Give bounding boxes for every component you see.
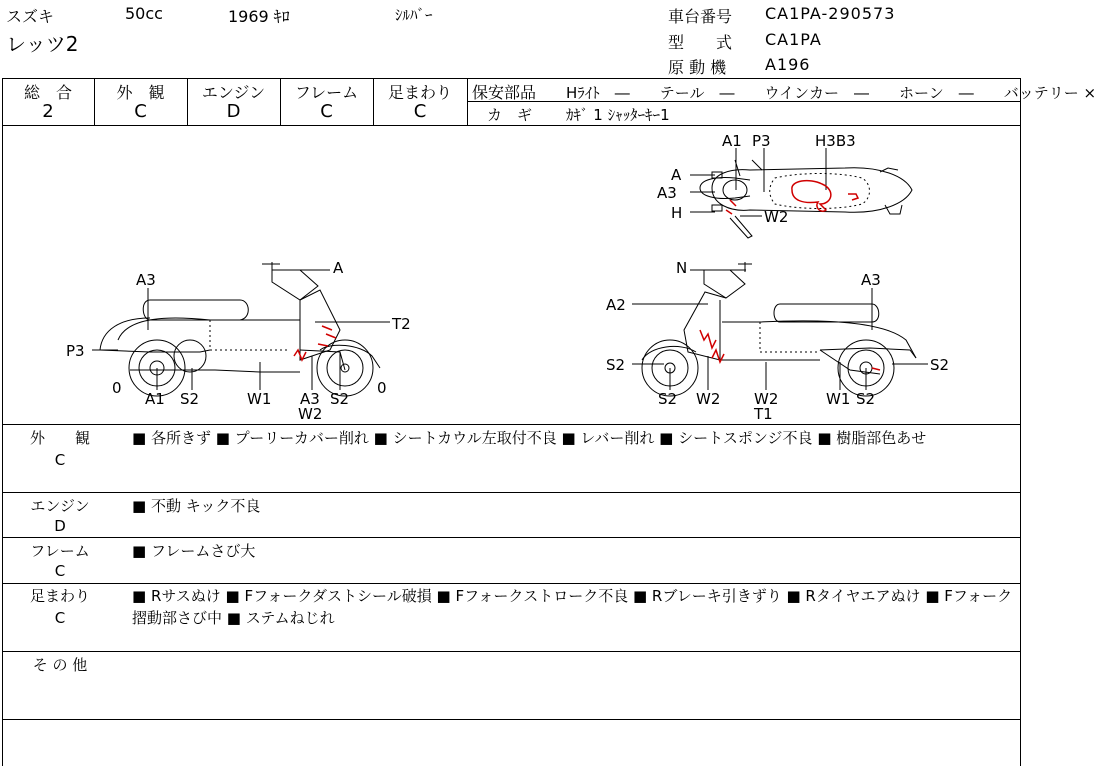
maker-name: スズキ [6, 7, 55, 26]
divider [2, 583, 1021, 584]
diagram-labels [66, 132, 949, 423]
engine-grade: D [226, 101, 241, 122]
label: W2 [696, 390, 721, 408]
label: S2 [856, 390, 876, 408]
overall-label: 総 合 [23, 83, 72, 102]
divider [2, 537, 1021, 538]
label: A1 [722, 132, 742, 150]
label: T2 [392, 315, 411, 333]
model-type-label: 型 式 [668, 33, 733, 52]
label: P3 [66, 342, 85, 360]
displacement: 50cc [125, 4, 163, 23]
frame-number: CA1PA-290573 [765, 4, 896, 23]
label: W2 [754, 390, 779, 408]
engine-notes-text: ■ 不動 キック不良 [132, 497, 261, 515]
engine-notes-label: エンジン [30, 497, 90, 515]
damage-marks [294, 181, 880, 370]
divider [2, 492, 1021, 493]
other-notes-label: そ の 他 [32, 656, 88, 674]
exterior-grade: C [134, 101, 147, 122]
label: A3 [136, 271, 156, 289]
suspension-notes-label: 足まわり [29, 587, 90, 605]
suspension-notes-text: ■ Rサスぬけ ■ Fフォークダストシール破損 ■ Fフォークストローク不良 ■ Rブレーキ引きずり ■ Rタイヤエアぬけ ■ Fフォーク摺動部さび中 ■ ステムねじれ [132, 587, 1013, 627]
divider [2, 651, 1021, 652]
top-view-scooter [700, 160, 912, 238]
label: W1 [247, 390, 272, 408]
label: A3 [657, 184, 677, 202]
label: N [676, 259, 688, 277]
label: A [671, 166, 682, 184]
key-label: カ ギ [487, 106, 533, 124]
frame-number-label: 車台番号 [668, 7, 733, 26]
label: P3 [752, 132, 771, 150]
label: A3 [861, 271, 881, 289]
divider [2, 78, 1021, 79]
label: S2 [180, 390, 200, 408]
divider [2, 424, 1021, 425]
exterior-notes-grade: C [54, 451, 66, 469]
engine-label: エンジン [201, 83, 266, 102]
label: 0 [377, 379, 387, 397]
safety-parts-label: 保安部品 [472, 83, 537, 102]
suspension-grade: C [413, 101, 427, 122]
frame-notes-label: フレーム [30, 542, 90, 560]
model-type: CA1PA [765, 30, 822, 49]
suspension-label: 足まわり [387, 83, 452, 102]
exterior-label: 外 観 [116, 83, 165, 102]
body-color: ｼﾙﾊﾞｰ [395, 6, 433, 24]
leader-lines [92, 148, 928, 390]
label: A3 [300, 390, 320, 408]
label: S2 [606, 356, 626, 374]
label: H [671, 204, 683, 222]
suspension-notes-grade: C [54, 609, 66, 627]
divider [2, 719, 1021, 720]
label: T1 [754, 405, 773, 423]
label: A1 [145, 390, 165, 408]
label: S2 [930, 356, 950, 374]
label: W2 [764, 208, 789, 226]
label: S2 [330, 390, 350, 408]
mileage: 1969 ｷﾛ [228, 7, 290, 26]
label: 0 [112, 379, 122, 397]
engine-model-label: 原 動 機 [668, 58, 727, 77]
frame-grade: C [320, 101, 333, 122]
label: A [333, 259, 344, 277]
exterior-notes-text: ■ 各所きず ■ プーリーカバー削れ ■ シートカウル左取付不良 ■ レバー削れ ■ シートスポンジ不良 ■ 樹脂部色あせ [132, 429, 927, 447]
key-value: ｶｷﾞ 1 ｼｬｯﾀｰｷｰ1 [566, 106, 670, 124]
exterior-notes-label: 外 観 [29, 429, 90, 447]
engine-notes-grade: D [54, 517, 66, 535]
safety-parts-items: Hﾗｲﾄ ― テール ― ウインカー ― ホーン ― バッテリー × [566, 84, 1096, 102]
frame-notes-grade: C [54, 562, 66, 580]
label: W1 [826, 390, 851, 408]
label: W2 [298, 405, 323, 423]
frame-label: フレーム [294, 83, 359, 102]
frame-notes-text: ■ フレームさび大 [132, 542, 256, 560]
divider [467, 78, 468, 125]
overall-grade: 2 [42, 101, 54, 122]
label: A2 [606, 296, 626, 314]
model-name: レッツ2 [6, 32, 79, 56]
label: S2 [658, 390, 678, 408]
label: H3B3 [815, 132, 856, 150]
engine-model: A196 [765, 55, 811, 74]
damage-diagram [0, 126, 1024, 424]
